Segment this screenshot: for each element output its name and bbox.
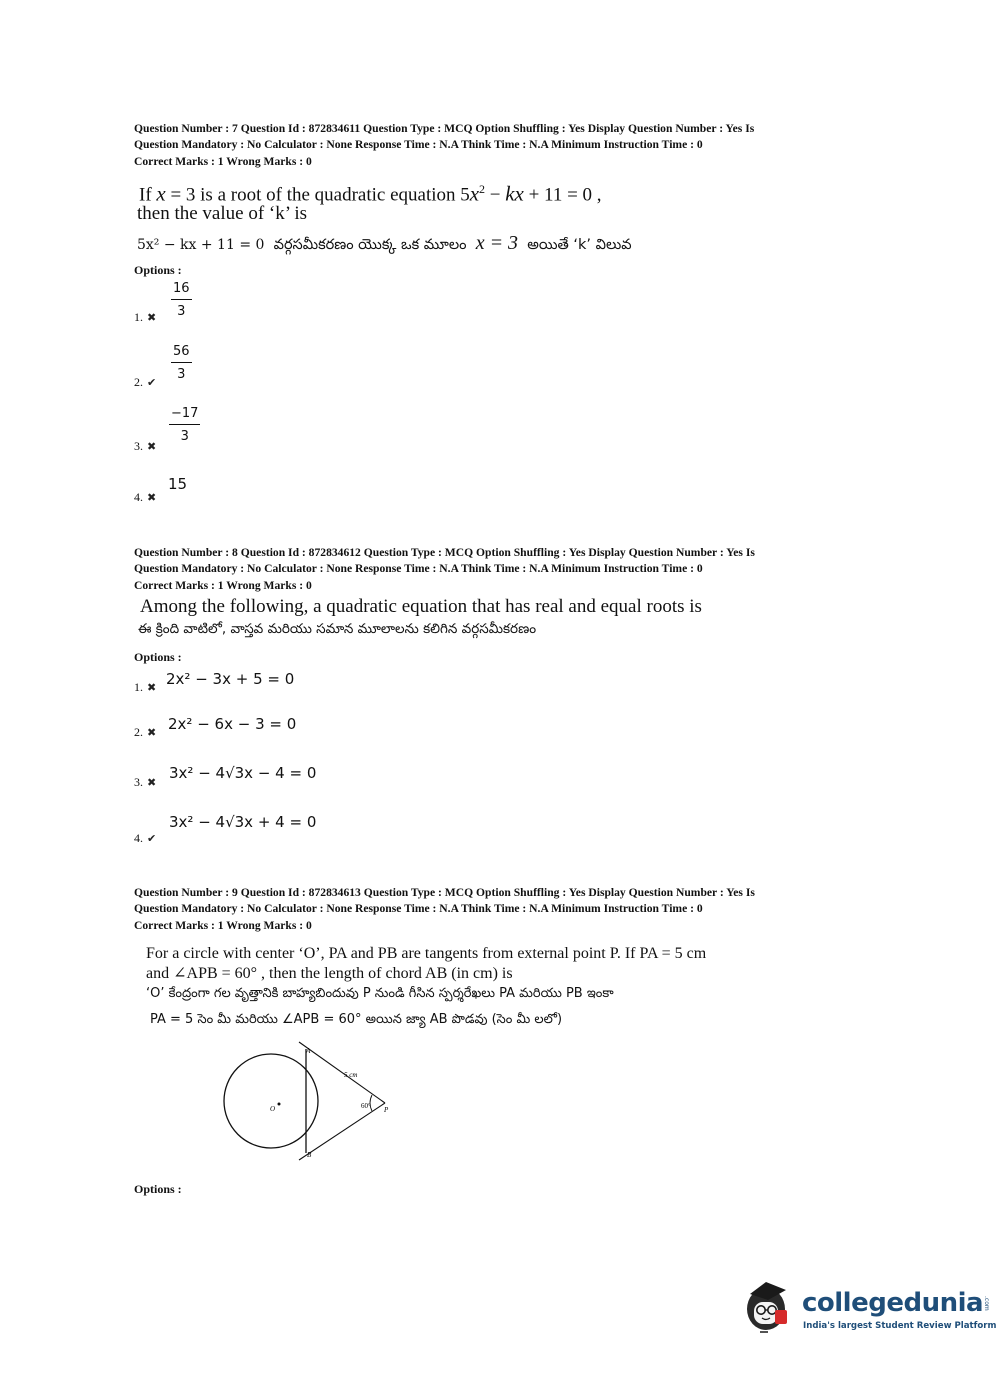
q7-option-4[interactable]: 4. ✖ (134, 490, 157, 504)
q7-option-3-fraction: $\frac{-17}{3}$ (171, 406, 199, 444)
q9-meta-line-3: Correct Marks : 1 Wrong Marks : 0 (134, 919, 312, 932)
collegedunia-mascot-logo (742, 1276, 802, 1338)
label-o: O (270, 1105, 276, 1113)
q7-option-2-fraction: $\frac{56}{3}$ (173, 344, 190, 382)
q8-options-label: Options : (134, 650, 182, 664)
q8-meta-line-3: Correct Marks : 1 Wrong Marks : 0 (134, 579, 312, 592)
q7-question-english-line-1: If x = 3 is a root of the quadratic equation $5x^2$ − kx + 11 = 0 , (139, 181, 602, 206)
q7-meta-line-1: Question Number : 7 Question Id : 872834611 Question Type : MCQ Option Shuffling : Yes Display Question Number : Yes Is (134, 122, 755, 135)
collegedunia-tagline: India's largest Student Review Platform (803, 1321, 997, 1331)
q8-option-3[interactable]: 3. ✖ (134, 775, 157, 789)
q7-meta-line-3: Correct Marks : 1 Wrong Marks : 0 (134, 155, 312, 168)
q8-option-2[interactable]: 2. ✖ (134, 725, 157, 739)
q8-meta-line-1: Question Number : 8 Question Id : 872834612 Question Type : MCQ Option Shuffling : Yes Display Question Number : Yes Is (134, 546, 755, 559)
collegedunia-wordmark: collegedunia.com (802, 1288, 991, 1318)
q9-meta-line-2: Question Mandatory : No Calculator : None Response Time : N.A Think Time : N.A Minimum Instruction Time : 0 (134, 902, 703, 915)
q7-question-telugu: 5x² − kx + 11 = 0 వర్గసమీకరణం యొక్క ఒక మూలం x = 3 అయితే ‘k’ విలువ (137, 232, 632, 254)
q9-options-label: Options : (134, 1182, 182, 1196)
q9-question-telugu-line-2: PA = 5 సెం మీ మరియు ∠APB = 60° అయిన జ్యా AB పొడవు (సెం మీ లలో) (150, 1012, 563, 1027)
label-a: A (306, 1047, 311, 1055)
correct-check-icon: ✔ (147, 376, 157, 389)
q9-meta-line-1: Question Number : 9 Question Id : 872834613 Question Type : MCQ Option Shuffling : Yes Display Question Number : Yes Is (134, 886, 755, 899)
correct-check-icon: ✔ (147, 832, 157, 845)
q8-option-3-expression: 3x² − 4√3x − 4 = 0 (169, 764, 317, 782)
q7-question-english-line-2: then the value of ‘k’ is (137, 203, 308, 224)
wrong-mark-icon: ✖ (147, 440, 157, 453)
q8-option-4[interactable]: 4. ✔ (134, 831, 157, 845)
label-p: P (384, 1106, 389, 1114)
wrong-mark-icon: ✖ (147, 491, 157, 504)
q9-question-telugu-line-1: ‘O’ కేంద్రంగా గల వృత్తానికి బాహ్యబిందువు P నుండి గీసిన స్పర్శరేఖలు PA మరియు PB ఇంకా (146, 986, 614, 1001)
wrong-mark-icon: ✖ (147, 726, 157, 739)
q8-option-2-expression: 2x² − 6x − 3 = 0 (168, 715, 297, 733)
q8-question-telugu: ఈ క్రింది వాటిలో, వాస్తవ మరియు సమాన మూలాలను కలిగిన వర్గసమీకరణం (138, 621, 537, 637)
wrong-mark-icon: ✖ (147, 681, 157, 694)
label-length: 5 cm (344, 1071, 358, 1079)
q9-question-english-line-2: and ∠APB = 60° , then the length of chord AB (in cm) is (146, 965, 513, 982)
q7-meta-line-2: Question Mandatory : No Calculator : None Response Time : N.A Think Time : N.A Minimum Instruction Time : 0 (134, 138, 703, 151)
q8-question-english: Among the following, a quadratic equation that has real and equal roots is (140, 596, 702, 617)
label-angle: 60° (361, 1102, 371, 1110)
circle-tangent-diagram (215, 1032, 400, 1162)
q7-options-label: Options : (134, 263, 182, 277)
wrong-mark-icon: ✖ (147, 311, 157, 324)
q8-option-1[interactable]: 1. ✖ (134, 680, 157, 694)
q9-question-english-line-1: For a circle with center ‘O’, PA and PB are tangents from external point P. If PA = 5 cm (146, 945, 707, 962)
q7-option-3[interactable]: 3. ✖ (134, 439, 157, 453)
q7-option-1[interactable]: 1. ✖ (134, 310, 157, 324)
q8-option-1-expression: 2x² − 3x + 5 = 0 (166, 670, 295, 688)
label-b: B (307, 1151, 312, 1159)
q7-option-4-value: 15 (168, 475, 188, 493)
q7-option-2[interactable]: 2. ✔ (134, 375, 157, 389)
wrong-mark-icon: ✖ (147, 776, 157, 789)
q8-meta-line-2: Question Mandatory : No Calculator : None Response Time : N.A Think Time : N.A Minimum Instruction Time : 0 (134, 562, 703, 575)
q8-option-4-expression: 3x² − 4√3x + 4 = 0 (169, 813, 317, 831)
q7-option-1-fraction: $\frac{16}{3}$ (173, 281, 190, 319)
